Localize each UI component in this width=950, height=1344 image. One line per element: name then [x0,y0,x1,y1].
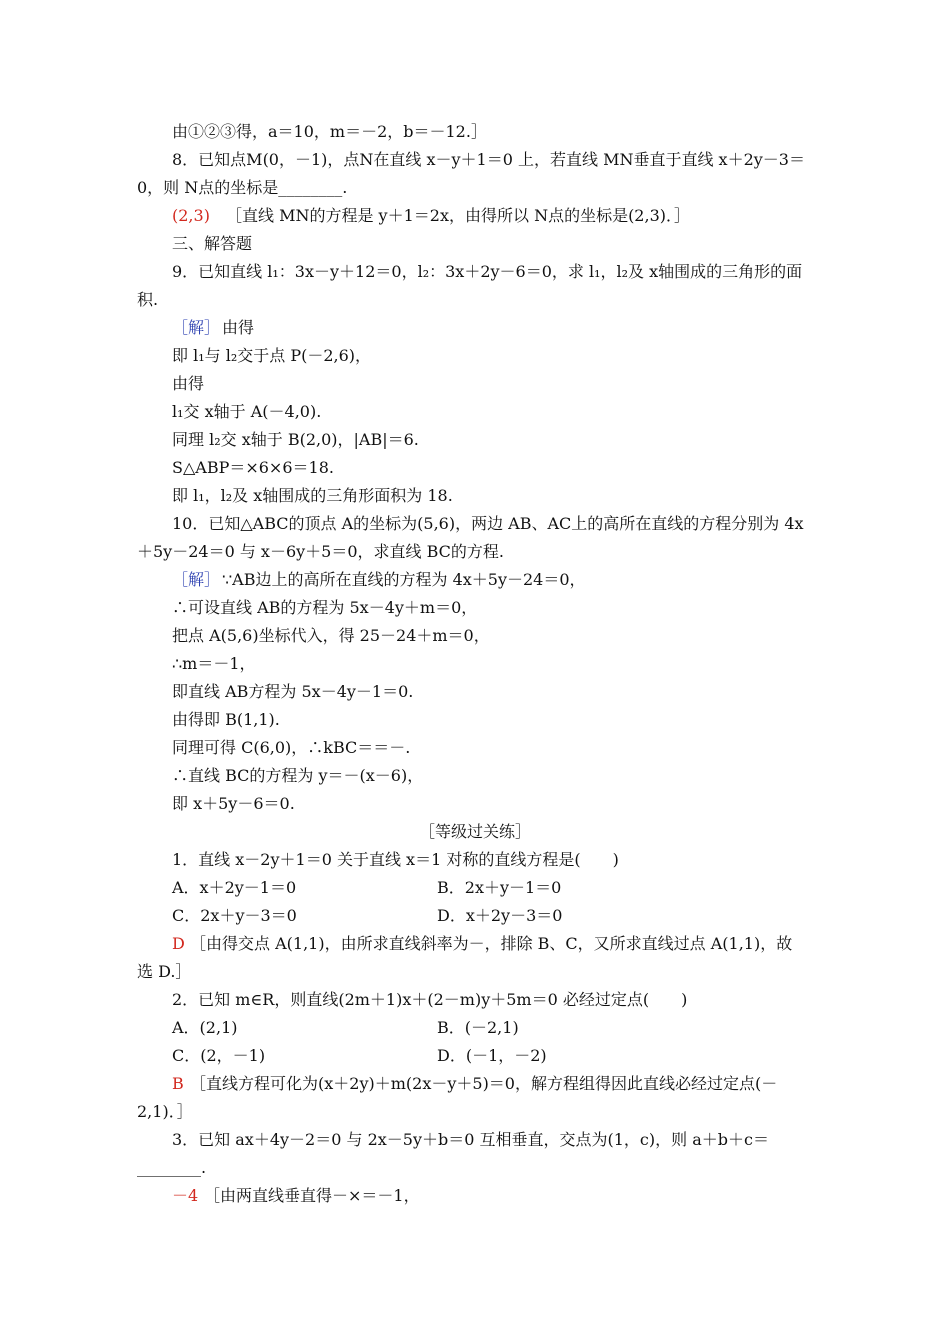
choice-d: D．x＋2y－3＝0 [437,906,563,925]
text-line: ∵AB边上的高所在直线的方程为 4x＋5y－24＝0， [222,570,586,589]
answer-q2: B [172,1074,184,1093]
solution-q8: ［直线 MN的方程是 y＋1＝2x，由得所以 N点的坐标是(2,3)．］ [226,206,690,225]
choice-b: B．2x＋y－1＝0 [437,878,562,897]
choice-c: C．2x＋y－3＝0 [172,906,297,925]
text-line: 即 l₁，l₂及 x轴围成的三角形面积为 18. [172,486,453,505]
solution-q1: ［由得交点 A(1,1)，由所求直线斜率为－，排除 B、C，又所求直线过点 A(1,1)，故 [190,934,793,953]
text-line: 即直线 AB方程为 5x－4y－1＝0. [172,682,414,701]
section-title: ［等级过关练］ [418,822,531,841]
question-10: 10．已知△ABC的顶点 A的坐标为(5,6)，两边 AB、AC上的高所在直线的方程分别为 4x [172,514,804,533]
question-3: 3．已知 ax＋4y－2＝0 与 2x－5y＋b＝0 互相垂直，交点为(1，c)，则 a＋b＋c＝ [172,1130,769,1149]
text-line: l₁交 x轴于 A(－4,0). [172,402,322,421]
answer-q3: －4 [172,1186,199,1205]
solution-label: ［解］ [172,570,221,589]
text-line: ________. [137,1158,207,1177]
text-line: 由得即 B(1,1). [172,710,280,729]
question-2: 2．已知 m∈R，则直线(2m＋1)x＋(2－m)y＋5m＝0 必经过定点( ) [172,990,688,1009]
answer-q8: (2,3) [172,206,210,225]
text-line: 即 x＋5y－6＝0. [172,794,295,813]
text-line: 选 D.］ [137,962,192,981]
question-8: 8．已知点M(0，－1)，点N在直线 x－y＋1＝0 上，若直线 MN垂直于直线 x＋2y－3＝ [172,150,805,169]
text-line: S△ABP＝×6×6＝18. [172,458,334,477]
section-heading: 三、解答题 [172,234,253,253]
text-line: 由得 [222,318,255,337]
choice-b: B．(－2,1) [437,1018,519,1037]
text-line: ∴直线 BC的方程为 y＝－(x－6)， [172,766,424,785]
choice-a: A．(2,1) [172,1018,238,1037]
text-line: ＋5y－24＝0 与 x－6y＋5＝0，求直线 BC的方程. [137,542,505,561]
text-line: 由①②③得，a＝10，m＝－2，b＝－12.］ [172,122,487,141]
text-line: ∴m＝－1， [172,654,256,673]
text-line: ∴可设直线 AB的方程为 5x－4y＋m＝0， [172,598,478,617]
choice-c: C．(2，－1) [172,1046,266,1065]
text-line: 同理 l₂交 x轴于 B(2,0)，|AB|＝6. [172,430,419,449]
solution-label: ［解］ [172,318,221,337]
text-line: 把点 A(5,6)坐标代入，得 25－24＋m＝0， [172,626,490,645]
solution-q3: ［由两直线垂直得－×＝－1， [204,1186,420,1205]
text-line: 0，则 N点的坐标是________. [137,178,348,197]
answer-q1: D [172,934,185,953]
question-9: 9．已知直线 l₁：3x－y＋12＝0，l₂：3x＋2y－6＝0，求 l₁，l₂及 x轴围成的三角形的面 [172,262,803,281]
choice-d: D．(－1，－2) [437,1046,547,1065]
text-line: 同理可得 C(6,0)，∴kBC＝＝－. [172,738,411,757]
solution-q2: ［直线方程可化为(x＋2y)＋m(2x－y＋5)＝0，解方程组得因此直线必经过定点(－ [190,1074,778,1093]
text-line: 2,1)．］ [137,1102,193,1121]
text-line: 由得 [172,374,205,393]
choice-a: A．x＋2y－1＝0 [172,878,297,897]
question-1: 1．直线 x－2y＋1＝0 关于直线 x＝1 对称的直线方程是( ) [172,850,619,869]
text-line: 即 l₁与 l₂交于点 P(－2,6)， [172,346,372,365]
text-line: 积. [137,290,159,309]
